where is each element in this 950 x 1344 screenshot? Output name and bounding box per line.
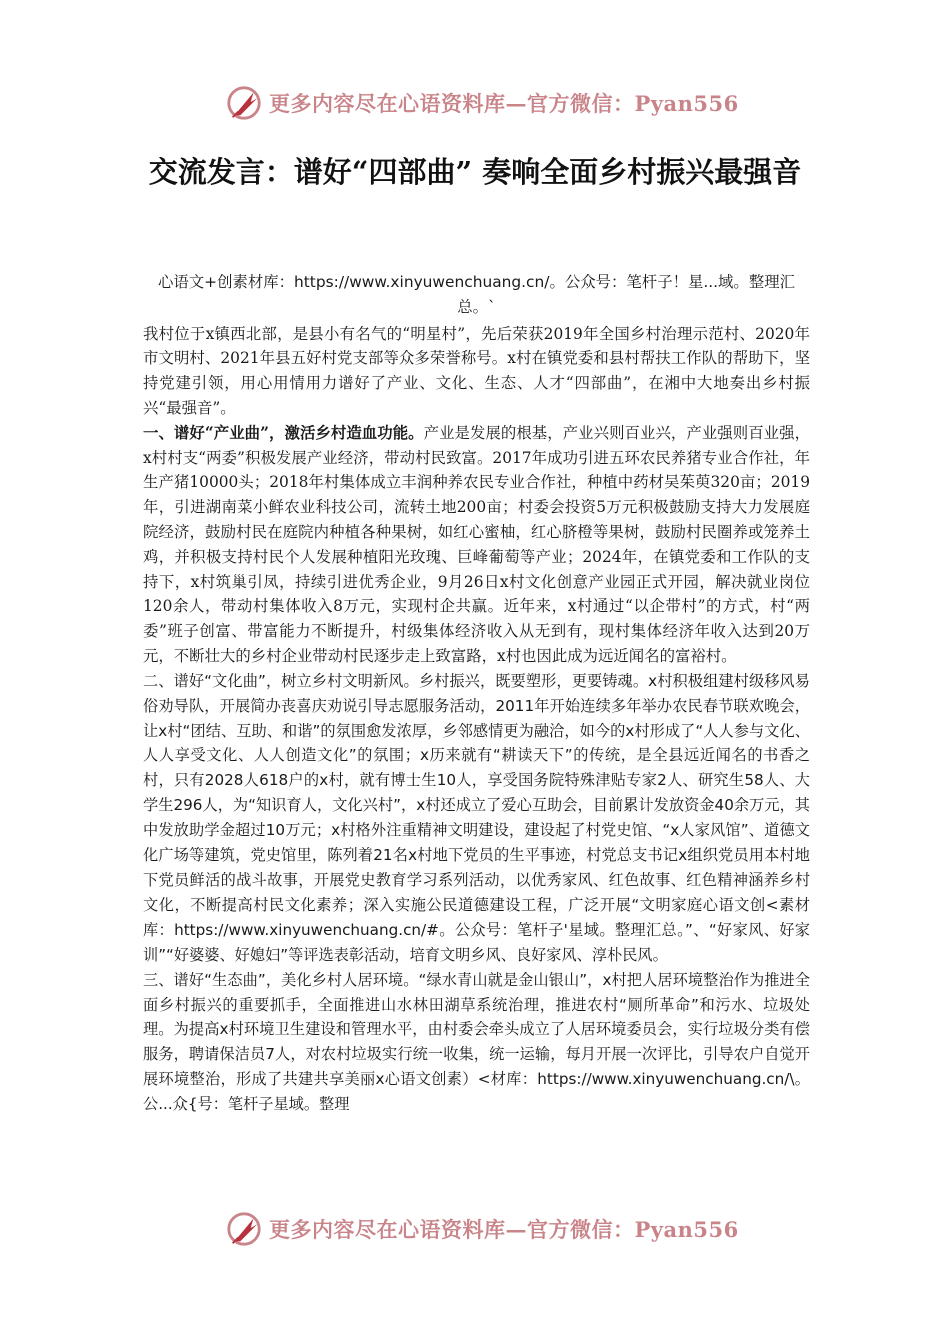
section-1-text: 产业是发展的根基，产业兴则百业兴，产业强则百业强，x村村支“两委”积极发展产业经济，带动村民致富。2017年成功引进五环农民养猪专业合作社，年生产猪10000头；2018年村集体成立丰润种养农民专业合作社，种植中药材吴茱萸320亩；2019年，引进湖南菜小鲜农业科技公司，流转土地200亩；村委会投资5万元积极鼓励支持大力发展庭院经济，鼓励村民在庭院内种植各种果树，如红心蜜柚，红心脐橙等果树，鼓励村民圈养或笼养土鸡，并积极支持村民个人发展种植阳光玫瑰、巨峰葡萄等产业；2024年，在镇党委和工作队的支持下，x村筑巢引凤，持续引进优秀企业，9月26日x村文化创意产业园正式开园，解决就业岗位120余人，带动村集体收入8万元，实现村企共赢。近年来，x村通过“以企带村”的方式，村“两委”班子创富、带富能力不断提升，村级集体经济收入从无到有，现村集体经济年收入达到20万元，不断壮大的乡村企业带动村民逐步走上致富路，x村也因此成为远近闻名的富裕村。 bbox=[143, 423, 810, 665]
banner-text: 更多内容尽在心语资料库—官方微信：Pyan556 bbox=[269, 91, 739, 116]
section-3-paragraph: 三、谱好“生态曲”，美化乡村人居环境。“绿水青山就是金山银山”，x村把人居环境整治作为推进全面乡村振兴的重要抓手，全面推进山水林田湖草系统治理，推进农村“厕所革命”和污水、垃圾处理。为提高x村环境卫生建设和管理水平，由村委会牵头成立了人居环境委员会，实行垃圾分类有偿服务，聘请保洁员7人，对农村垃圾实行统一收集，统一运输，每月开展一次评比，引导农户自觉开展环境整治，形成了共建共享美丽x心语文创素）<材库：https://www.xinyuwenchuang.cn/\。公...众{号：笔杆子星域。整理 bbox=[143, 970, 810, 1114]
quill-pen-logo-icon bbox=[225, 84, 263, 122]
section-1-heading: 一、谱好“产业曲”，激活乡村造血功能。 bbox=[143, 423, 424, 442]
source-line: 心语文+创素材库：https://www.xinyuwenchuang.cn/。公众号：笔杆子！星...域。整理汇总。` bbox=[158, 273, 795, 316]
header-banner bbox=[225, 82, 739, 124]
banner-text: 更多内容尽在心语资料库—官方微信：Pyan556 bbox=[269, 1217, 739, 1242]
section-2-paragraph: 二、谱好“文化曲”，树立乡村文明新风。乡村振兴，既要塑形，更要铸魂。x村积极组建村级移风易俗劝导队，开展简办丧喜庆劝说引导志愿服务活动，2011年开始连续多年举办农民春节联欢晚会，让x村“团结、互助、和谐”的氛围愈发浓厚，乡邻感情更为融洽，如今的x村形成了“人人参与文化、人人享受文化、人人创造文化”的氛围；x历来就有“耕读天下”的传统，是全县远近闻名的书香之村，只有2028人618户的x村，就有博士生10人，享受国务院特殊津贴专家2人、研究生58人、大学生296人，为“知识育人，文化兴村”，x村还成立了爱心互助会，目前累计发放资金40余万元，其中发放助学金超过10万元；x村格外注重精神文明建设，建设起了村党史馆、“x人家风馆”、道德文化广场等建筑，党史馆里，陈列着21名x村地下党员的生平事迹，村党总支书记x组织党员用本村地下党员鲜活的战斗故事，开展党史教育学习系列活动，以优秀家风、红色故事、红色精神涵养乡村文化，不断提高村民文化素养；深入实施公民道德建设工程，广泛开展“文明家庭心语文创<素材库：https://www.xinyuwenchuang.cn/#。公众号：笔杆子'星域。整理汇总。”、“好家风、好家训”“好婆婆、好媳妇”等评选表彰活动，培育文明乡风、良好家风、淳朴民风。 bbox=[143, 671, 810, 964]
intro-paragraph: 我村位于x镇西北部，是县小有名气的“明星村”，先后荣获2019年全国乡村治理示范村、2020年市文明村、2021年县五好村党支部等众多荣誉称号。x村在镇党委和县村帮扶工作队的帮助下，坚持党建引领，用心用情用力谱好了产业、文化、生态、人才“四部曲”，在湘中大地奏出乡村振兴“最强音”。 bbox=[143, 324, 810, 417]
document-title: 交流发言：谱好“四部曲” 奏响全面乡村振兴最强音 bbox=[148, 155, 802, 189]
footer-banner bbox=[225, 1208, 739, 1250]
quill-pen-logo-icon bbox=[225, 1210, 263, 1248]
section-1-paragraph bbox=[143, 421, 810, 669]
document-body bbox=[143, 270, 810, 1117]
